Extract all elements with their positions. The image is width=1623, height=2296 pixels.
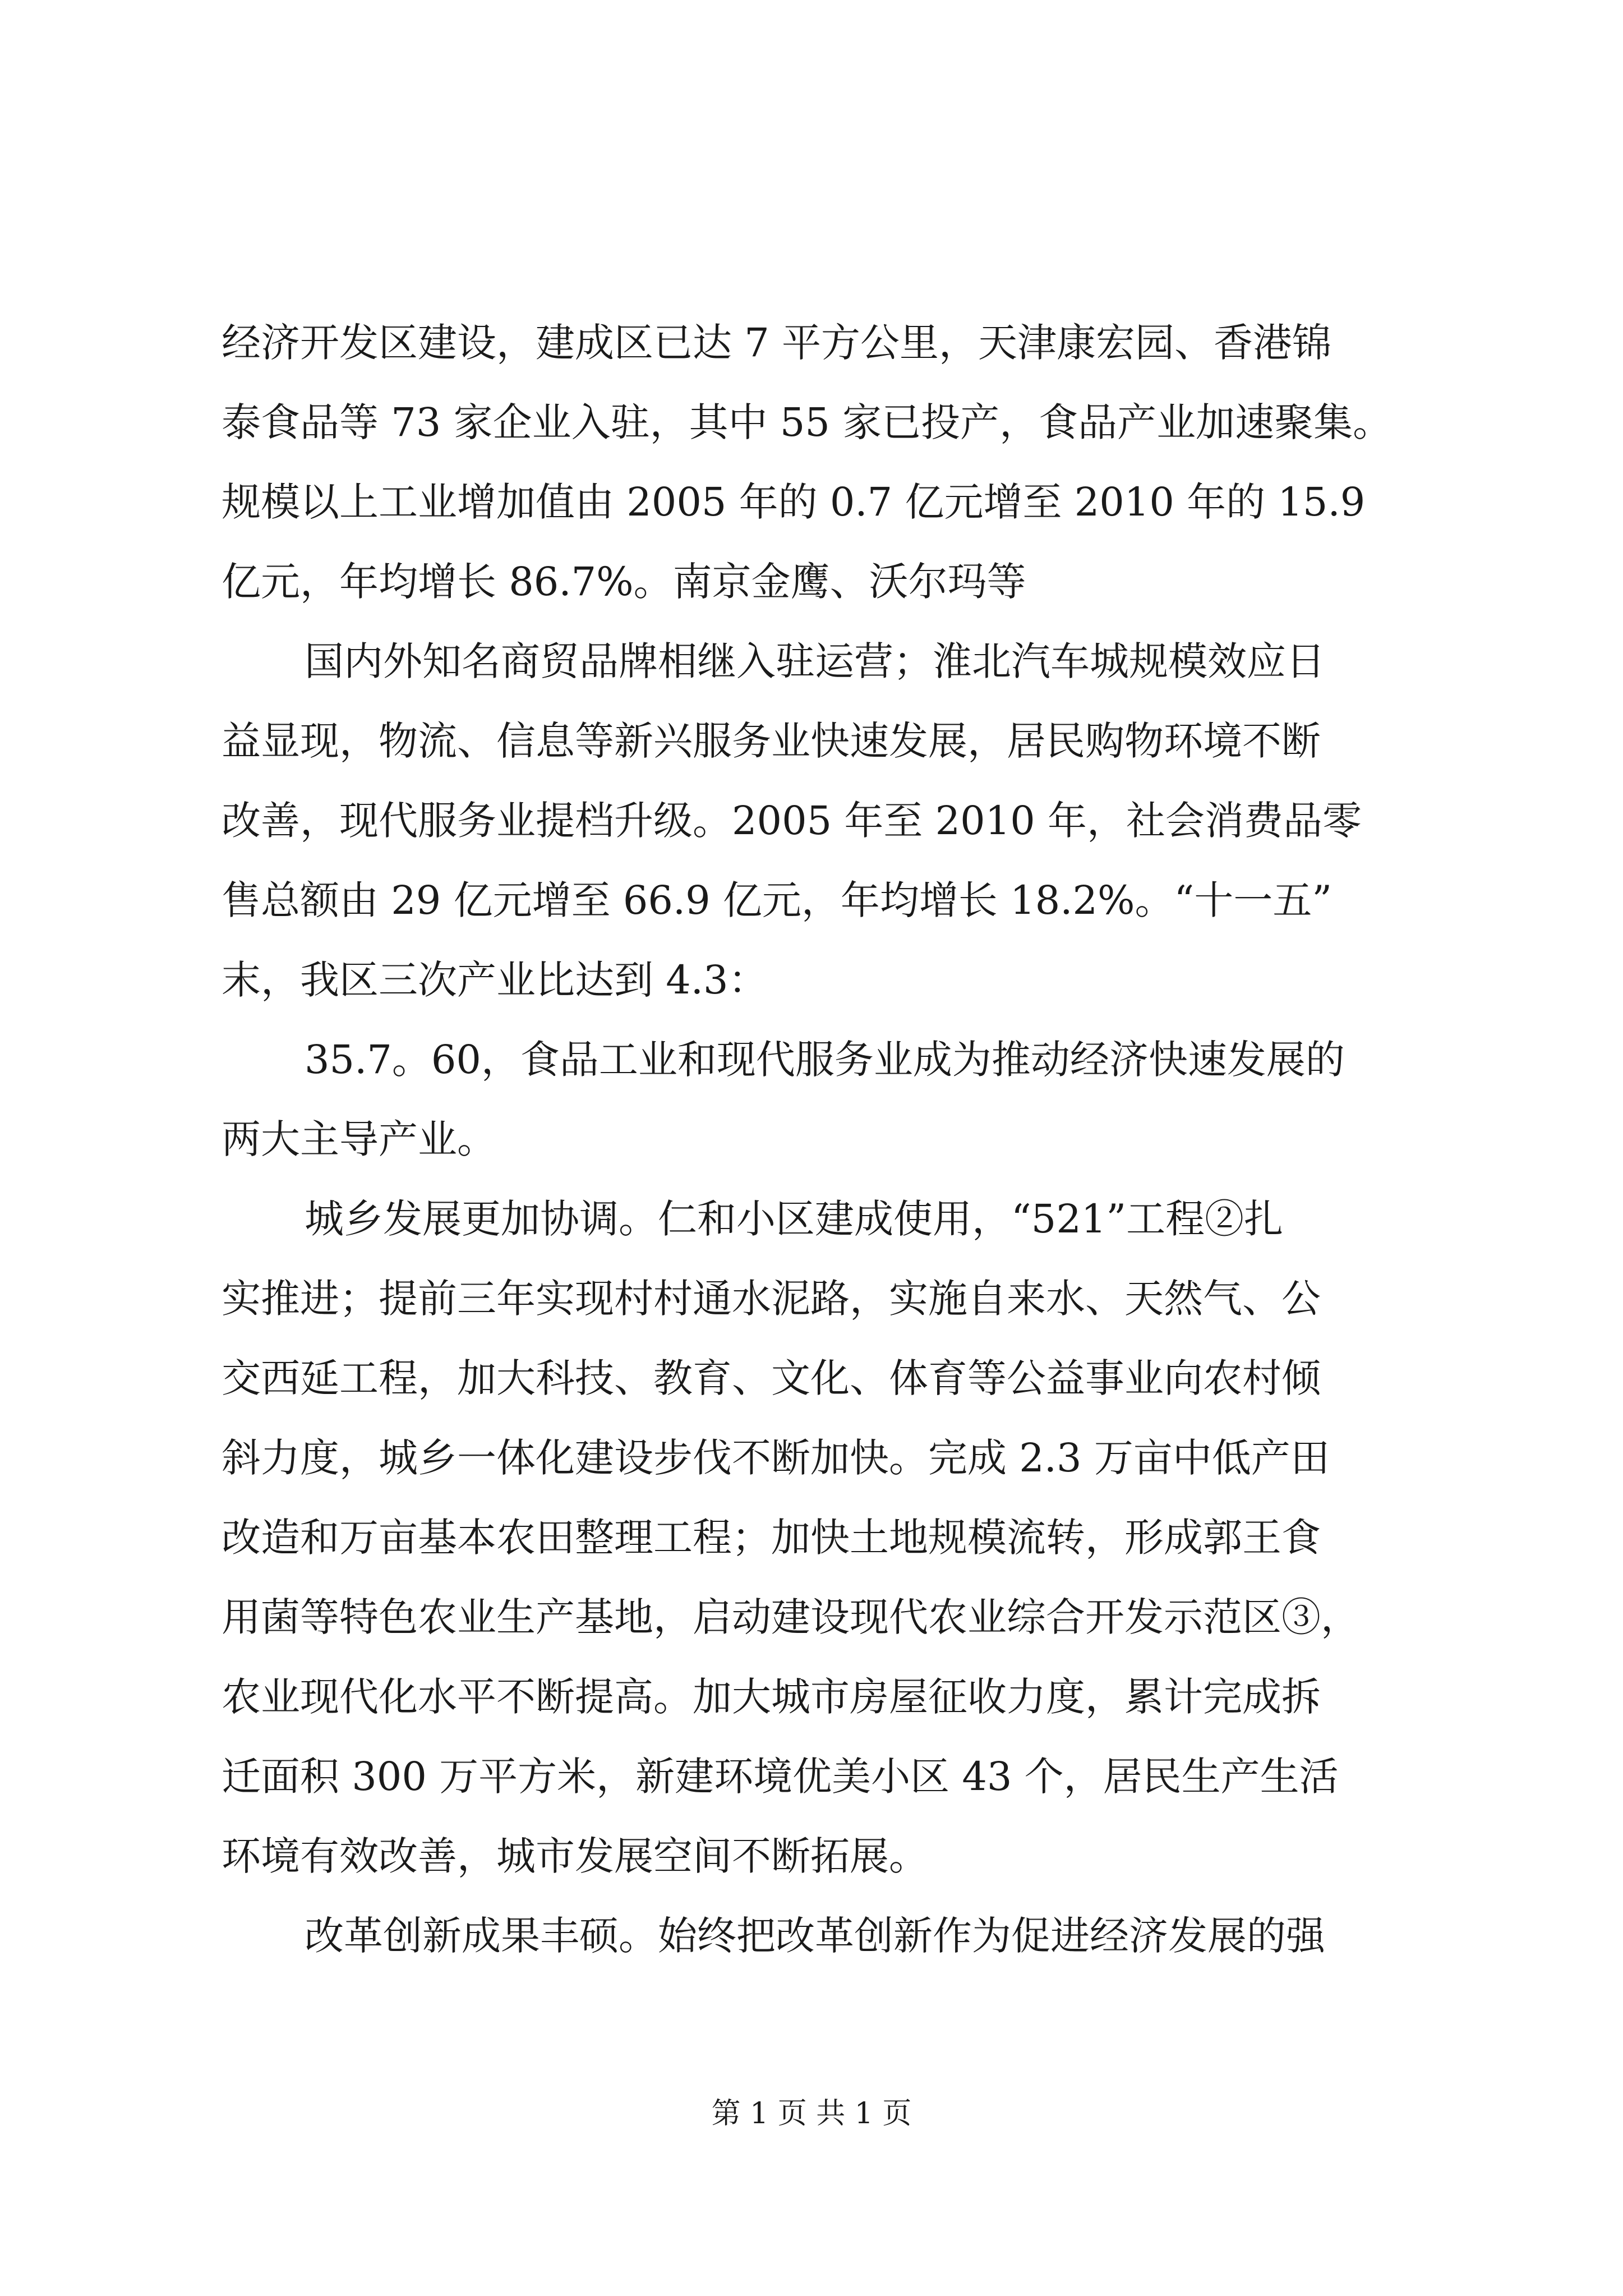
text-line: 经济开发区建设，建成区已达 7 平方公里，天津康宏园、香港锦 xyxy=(222,320,1332,366)
body-text xyxy=(222,303,1416,1976)
text-line: 益显现，物流、信息等新兴服务业快速发展，居民购物环境不断 xyxy=(222,718,1321,764)
text-line: 35.7。60，食品工业和现代服务业成为推动经济快速发展的 xyxy=(305,1037,1345,1083)
text-line: 亿元，年均增长 86.7%。南京金鹰、沃尔玛等 xyxy=(222,559,1026,605)
text-line: 环境有效改善，城市发展空间不断拓展。 xyxy=(222,1833,928,1879)
text-line: 迁面积 300 万平方米，新建环境优美小区 43 个，居民生产生活 xyxy=(222,1754,1339,1800)
text-line: 末，我区三次产业比达到 4.3： xyxy=(222,957,768,1003)
text-line: 规模以上工业增加值由 2005 年的 0.7 亿元增至 2010 年的 15.9 xyxy=(222,479,1366,525)
text-line: 实推进；提前三年实现村村通水泥路，实施自来水、天然气、公 xyxy=(222,1276,1321,1322)
text-line: 斜力度，城乡一体化建设步伐不断加快。完成 2.3 万亩中低产田 xyxy=(222,1435,1330,1481)
page-footer xyxy=(0,2091,1623,2136)
text-line: 用菌等特色农业生产基地，启动建设现代农业综合开发示范区③， xyxy=(222,1594,1360,1640)
text-line: 泰食品等 73 家企业入驻，其中 55 家已投产，食品产业加速聚集。 xyxy=(222,399,1393,445)
text-line: 农业现代化水平不断提高。加大城市房屋征收力度，累计完成拆 xyxy=(222,1674,1321,1720)
page-number: 第 1 页 共 1 页 xyxy=(711,2097,912,2131)
text-line: 改造和万亩基本农田整理工程；加快土地规模流转，形成郭王食 xyxy=(222,1515,1321,1561)
text-line: 两大主导产业。 xyxy=(222,1116,496,1162)
text-line: 城乡发展更加协调。仁和小区建成使用，“521”工程②扎 xyxy=(305,1196,1284,1242)
text-line: 国内外知名商贸品牌相继入驻运营；淮北汽车城规模效应日 xyxy=(305,638,1325,684)
text-line: 售总额由 29 亿元增至 66.9 亿元，年均增长 18.2%。“十一五” xyxy=(222,877,1332,923)
text-line: 交西延工程，加大科技、教育、文化、体育等公益事业向农村倾 xyxy=(222,1355,1321,1401)
text-line: 改善，现代服务业提档升级。2005 年至 2010 年，社会消费品零 xyxy=(222,798,1362,844)
text-line: 改革创新成果丰硕。始终把改革创新作为促进经济发展的强 xyxy=(305,1913,1325,1959)
